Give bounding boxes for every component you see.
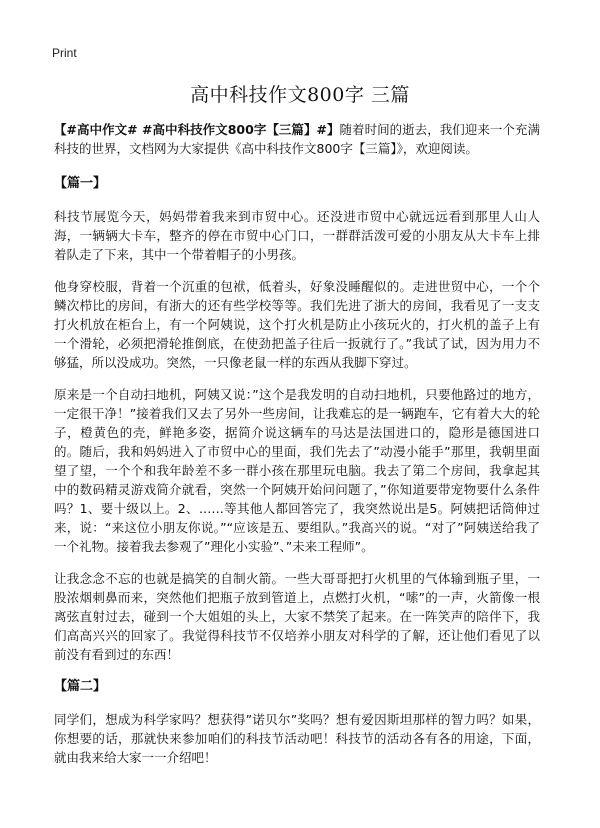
section-1-paragraph-1: 科技节展览今天，妈妈带着我来到市贸中心。还没进市贸中心就远远看到那里人山人海，一辆辆大卡车，整齐的停在市贸中心门口，一群群活泼可爱的小朋友从大卡车上排着队走了下来，其中一个带着帽子的小男孩。 xyxy=(54,209,540,262)
print-link[interactable]: Print xyxy=(52,46,77,60)
intro-text: 随着时间的逝去，我们迎来一个充满科技的世界，文档网为大家提供《高中科技作文800字【三篇】》，欢迎阅读。 xyxy=(54,122,540,156)
intro-paragraph xyxy=(54,120,540,158)
section-1-paragraph-4: 让我念念不忘的也就是搞笑的自制火箭。一些大哥哥把打火机里的气体输到瓶子里，一股浓烟刺鼻而来，突然他们把瓶子放到管道上，点燃打火机，“嗦”的一声，火箭像一根离弦直射过去，碰到一个大姐姐的头上，大家不禁笑了起来。在一阵笑声的陪伴下，我们高高兴兴的回家了。我觉得科技节不仅培养小朋友对科学的了解，还让他们看见了以前没有看到过的东西！ xyxy=(54,571,540,662)
article-body xyxy=(54,120,540,780)
section-1-paragraph-3: 原来是一个自动扫地机，阿姨又说：”这个是我发明的自动扫地机，只要他路过的地方，一定很干净！”接着我们又去了另外一些房间，让我难忘的是一辆跑车，它有着大大的轮子，橙黄色的壳，鲜艳多姿，据简介说这辆车的马达是法国进口的，隐形是德国进口的。随后，我和妈妈进入了市贸中心的里面，我们先去了”动漫小能手”那里，我朝里面望了望，一个个和我年龄差不多一群小孩在那里玩电脑。我去了第二个房间，我拿起其中的数码精灵游戏简介就看，突然一个阿姨开始问问题了，”你知道要带宠物要什么条件吗？1、要十级以上。2、……等其他人都回答完了，我突然说出是5。阿姨把话筒伸过来，说：“来这位小朋友你说。”“应该是五、要组队。”我高兴的说。“对了”阿姨送给我了一个礼物。接着我去参观了”理化小实验”、”未来工程师”。 xyxy=(54,387,540,554)
section-heading-1: 【篇一】 xyxy=(54,176,107,191)
section-heading-2: 【篇二】 xyxy=(54,679,107,694)
section-1-paragraph-2: 他身穿校服，背着一个沉重的包袱，低着头，好象没睡醒似的。走进世贸中心，一个个鳞次栉比的房间，有浙大的还有些学校等等。我们先进了浙大的房间，我看见了一支支打火机放在柜台上，有一个阿姨说，这个打火机是防止小孩玩火的，打火机的盖子上有一个滑轮，必须把滑轮推倒底，在使劲把盖子往后一扳就行了。”我试了试，因为用力不够猛，所以没成功。突然，一只像老鼠一样的东西从我脚下穿过。 xyxy=(54,279,540,370)
page-title: 高中科技作文800字 三篇 xyxy=(190,84,410,106)
intro-tag: 【#高中作文# #高中科技作文800字【三篇】#】 xyxy=(54,122,340,137)
section-2-paragraph-1: 同学们，想成为科学家吗？想获得”诺贝尔”奖吗？想有爱因斯坦那样的智力吗？如果，你想要的话，那就快来参加咱们的科技节活动吧！科技节的活动各有各的用途，下面，就由我来给大家一一介绍吧！ xyxy=(54,712,540,765)
